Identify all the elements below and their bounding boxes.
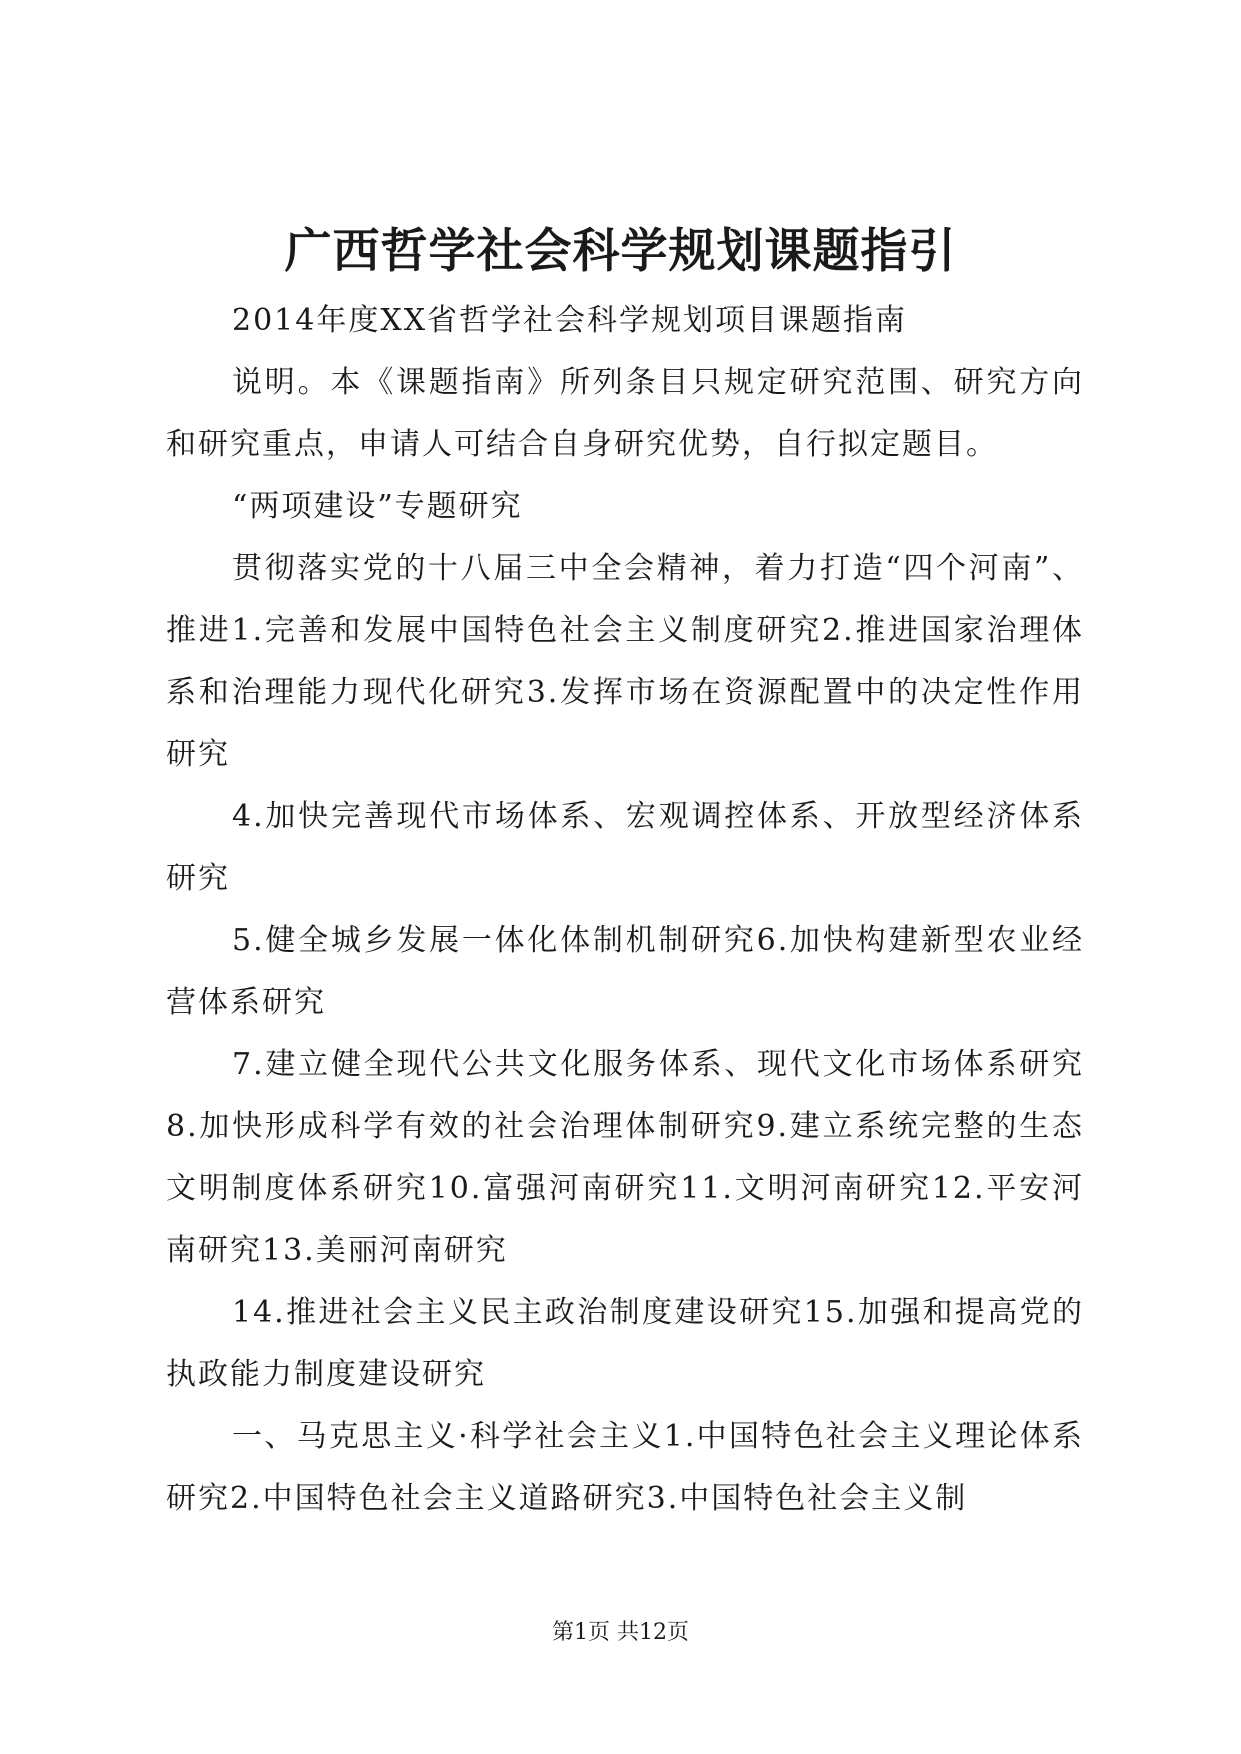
- paragraph-topics-4: 7.建立健全现代公共文化服务体系、现代文化市场体系研究8.加快形成科学有效的社会治理体制研究9.建立系统完整的生态文明制度体系研究10.富强河南研究11.文明河南研究12.平安河南研究13.美丽河南研究: [166, 1047, 1084, 1268]
- document-body: [166, 290, 1084, 1530]
- paragraph-note: 说明。本《课题指南》所列条目只规定研究范围、研究方向和研究重点，申请人可结合自身研究优势，自行拟定题目。: [166, 365, 1084, 462]
- paragraph-marxism: 一、马克思主义·科学社会主义1.中国特色社会主义理论体系研究2.中国特色社会主义道路研究3.中国特色社会主义制: [166, 1419, 1084, 1516]
- paragraph-topics-2: 4.加快完善现代市场体系、宏观调控体系、开放型经济体系研究: [166, 799, 1084, 896]
- paragraph-section-title: “两项建设”专题研究: [232, 489, 523, 524]
- page-number: 第1页 共12页: [552, 1620, 689, 1645]
- paragraph-topics-3: 5.健全城乡发展一体化体制机制研究6.加快构建新型农业经营体系研究: [166, 923, 1084, 1020]
- paragraph-topics-5: 14.推进社会主义民主政治制度建设研究15.加强和提高党的执政能力制度建设研究: [166, 1295, 1084, 1392]
- paragraph-topics-1: 贯彻落实党的十八届三中全会精神，着力打造“四个河南”、推进1.完善和发展中国特色社会主义制度研究2.推进国家治理体系和治理能力现代化研究3.发挥市场在资源配置中的决定性作用研究: [166, 551, 1084, 772]
- document-title: 广西哲学社会科学规划课题指引: [284, 224, 957, 279]
- paragraph-heading: 2014年度XX省哲学社会科学规划项目课题指南: [232, 303, 908, 338]
